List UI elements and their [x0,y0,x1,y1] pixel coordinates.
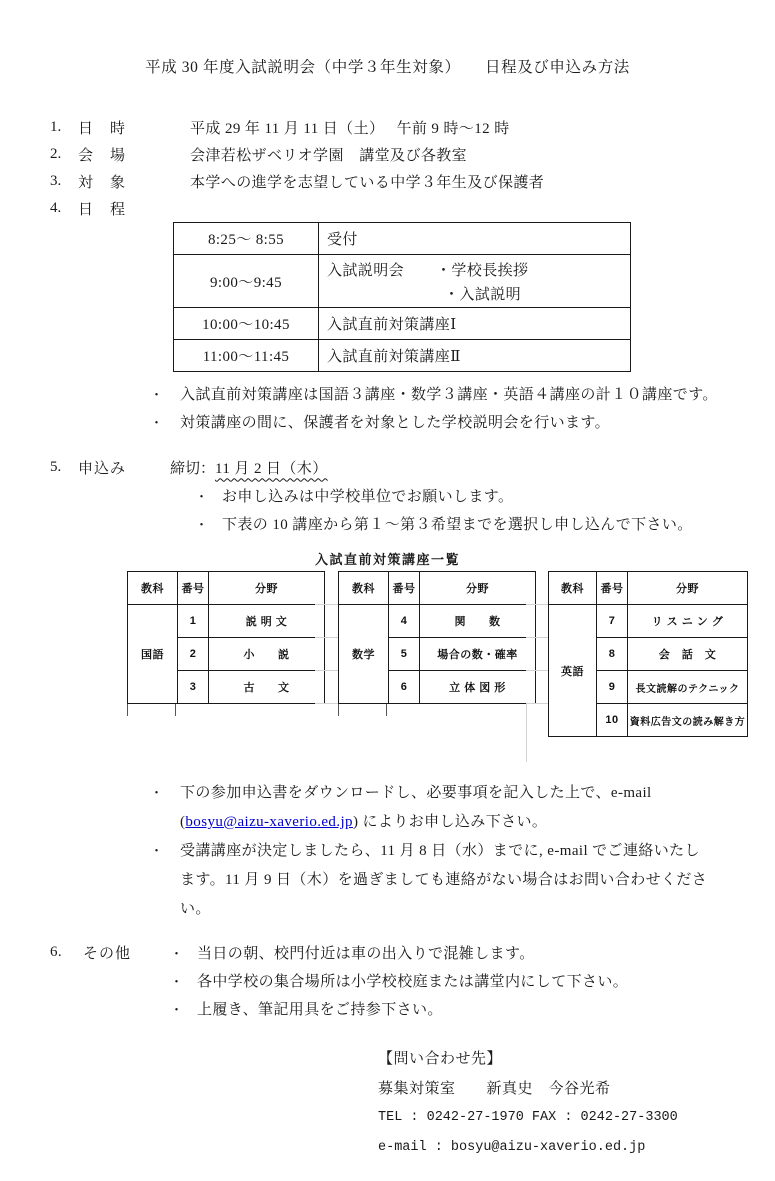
content-label: 入試説明会 [327,262,405,279]
page-title: 平成 30 年度入試説明会（中学３年生対象） 日程及び申込み方法 [145,59,630,76]
list-item [0,777,775,806]
contact-block [378,1042,775,1162]
application-heading [0,453,775,481]
time-cell: 9:00～9:45 [174,255,319,308]
number-cell: 8 [597,638,628,671]
note-text: ます。11 月 9 日（木）を過ぎましても連絡がない場合はお問い合わせくださ [180,872,708,888]
info-item-schedule [0,195,775,222]
note-text: 下の参加申込書をダウンロードし、必要事項を記入した上で、e-mail [180,785,652,801]
header-subject: 教科 [339,572,389,605]
info-item-audience [0,168,775,195]
item-value: 平成 29 年 11 月 11 日（土） 午前 9 時～12 時 [190,121,510,137]
header-field: 分野 [628,572,748,605]
item-label: 会 場 [78,148,127,164]
bullet-icon: ・ [195,516,209,532]
item-number: 2. [50,146,62,162]
content-cell: 受付 [319,223,631,255]
content-cell: 入試直前対策講座Ⅱ [319,340,631,372]
list-item [0,938,775,966]
item-number: 6. [50,943,63,960]
field-cell: 立 体 図 形 [420,671,536,704]
note-text: お申し込みは中学校単位でお願いします。 [222,488,514,505]
table-row [128,605,325,638]
time-cell: 11:00～11:45 [174,340,319,372]
table-row [339,572,536,605]
item-label: 対 象 [78,175,127,191]
others-section [0,938,775,1022]
list-item [0,509,775,537]
table-row [174,340,631,372]
connector-line [315,703,338,704]
course-tables-area [0,571,775,763]
bullet-icon: ・ [150,785,164,800]
item-label: 申込み [78,460,127,477]
note-text: 下表の 10 講座から第１～第３希望までを選択し申し込んで下さい。 [222,516,693,533]
note-text: い。 [180,901,211,917]
list-item-continuation [0,893,775,922]
header-subject: 教科 [128,572,178,605]
table-row [174,223,631,255]
table-row [549,572,748,605]
info-item-venue [0,141,775,168]
note-text: 当日の朝、校門付近は車の出入りで混雑します。 [197,945,535,962]
header-number: 番号 [178,572,209,605]
list-item-continuation [0,806,775,835]
table-row [174,255,631,308]
course-list-title: 入試直前対策講座一覧 [314,552,460,567]
schedule-table [173,222,631,372]
email-link[interactable]: bosyu@aizu-xaverio.ed.jp [185,814,353,830]
number-cell: 10 [597,704,628,737]
item-value: 会津若松ザベリオ学園 講堂及び各教室 [190,148,468,164]
connector-line [315,637,338,638]
note-text [180,810,547,831]
item-number: 5. [50,458,62,475]
deadline-date: 11 月 2 日（木） [215,460,328,477]
item-number: 4. [50,200,62,216]
number-cell: 7 [597,605,628,638]
field-cell: 会 話 文 [628,638,748,671]
item-label: その他 [83,945,132,962]
item-label: 日 時 [78,121,127,137]
note-text: 入試直前対策講座は国語３講座・数学３講座・英語４講座の計１０講座です。 [180,386,718,403]
content-subitem: ・学校長挨拶 [436,262,529,279]
field-cell: 小 説 [209,638,325,671]
number-cell: 4 [389,605,420,638]
time-cell: 10:00～10:45 [174,308,319,340]
content-subitem: ・入試説明 [444,286,522,303]
contact-heading: 【問い合わせ先】 [378,1050,503,1067]
bullet-icon: ・ [195,488,209,504]
border-stub [338,704,339,716]
number-cell: 5 [389,638,420,671]
border-stub [127,704,128,716]
paren-open: ( [180,814,186,830]
number-cell: 1 [178,605,209,638]
border-stub [175,704,176,716]
schedule-notes [0,379,775,435]
item-number: 1. [50,119,62,135]
connector-line [526,637,548,638]
info-list [0,114,775,222]
header-number: 番号 [597,572,628,605]
content-cell: 入試直前対策講座Ⅰ [319,308,631,340]
bullet-icon: ・ [150,414,164,430]
field-cell: 関 数 [420,605,536,638]
list-item-continuation [0,864,775,893]
course-table-math [338,571,536,704]
note-text: 各中学校の集合場所は小学校校庭または講堂内にして下さい。 [197,973,629,990]
bullet-icon: ・ [150,843,164,858]
note-text: 対策講座の間に、保護者を対象とした学校説明会を行います。 [180,414,611,431]
number-cell: 3 [178,671,209,704]
header-field: 分野 [209,572,325,605]
bullet-icon: ・ [170,973,184,989]
field-cell: 説 明 文 [209,605,325,638]
contact-tel-fax: TEL : 0242-27-1970 FAX : 0242-27-3300 [378,1109,678,1125]
item-label: 日 程 [78,202,127,218]
connector-line [526,604,548,605]
faint-vertical-line [526,704,527,762]
deadline-prefix: 締切： [170,460,216,477]
contact-email: e-mail : bosyu@aizu-xaverio.ed.jp [378,1139,646,1155]
list-item [0,379,775,407]
mail-notes [0,777,775,922]
field-cell: 古 文 [209,671,325,704]
list-item [0,407,775,435]
number-cell: 6 [389,671,420,704]
contact-staff: 募集対策室 新真史 今谷光希 [378,1080,611,1097]
number-cell: 9 [597,671,628,704]
border-stub [386,704,387,716]
field-cell: 長文読解のテクニック [628,671,748,704]
table-row [549,605,748,638]
content-cell [319,255,631,308]
connector-line [526,670,548,671]
number-cell: 2 [178,638,209,671]
paren-close-text: ) によりお申し込み下さい。 [352,814,548,830]
subject-cell: 英語 [549,605,597,737]
table-row [128,572,325,605]
list-item [0,835,775,864]
field-cell: 場合の数・確率 [420,638,536,671]
header-field: 分野 [420,572,536,605]
connector-line [315,604,338,605]
list-item [0,966,775,994]
info-item-datetime [0,114,775,141]
note-text: 受講講座が決定しましたら、11 月 8 日（水）までに, e-mail でご連絡いたし [180,843,700,859]
time-cell: 8:25～ 8:55 [174,223,319,255]
field-cell: 資料広告文の読み解き方 [628,704,748,737]
connector-line [526,703,548,704]
connector-line [315,670,338,671]
note-text: 上履き、筆記用具をご持参下さい。 [197,1001,443,1018]
list-item [0,994,775,1022]
course-table-japanese [127,571,325,704]
bullet-icon: ・ [170,1001,184,1017]
field-cell: リ ス ニ ン グ [628,605,748,638]
bullet-icon: ・ [150,386,164,402]
table-row [174,308,631,340]
subject-cell: 数学 [339,605,389,704]
subject-cell: 国語 [128,605,178,704]
table-row [339,605,536,638]
list-item [0,481,775,509]
item-value: 本学への進学を志望している中学３年生及び保護者 [190,175,545,191]
item-number: 3. [50,173,62,189]
course-table-english [548,571,748,737]
header-number: 番号 [389,572,420,605]
header-subject: 教科 [549,572,597,605]
bullet-icon: ・ [170,945,184,961]
